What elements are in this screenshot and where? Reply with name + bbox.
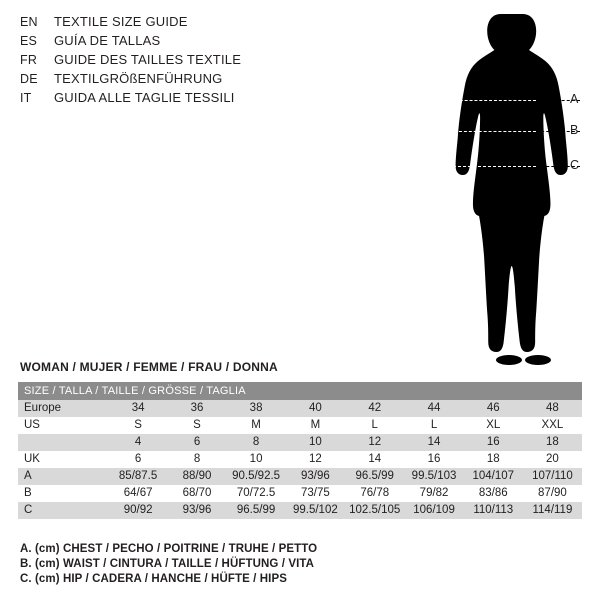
- female-body-figure: [430, 8, 590, 368]
- cell: 96.5/99: [226, 502, 285, 519]
- language-row: [20, 71, 440, 90]
- language-row: [20, 90, 440, 109]
- chest-measure-line-inner: [450, 100, 536, 101]
- cell: 90/92: [109, 502, 168, 519]
- cell: 99.5/103: [404, 468, 463, 485]
- table-row: [18, 468, 582, 485]
- cell: L: [345, 417, 404, 434]
- language-code: FR: [20, 53, 38, 67]
- row-label: B: [18, 485, 109, 502]
- marker-label-c: C: [570, 158, 580, 172]
- table-row: [18, 400, 582, 417]
- row-label: US: [18, 417, 109, 434]
- cell: 6: [168, 434, 227, 451]
- cell: 99.5/102: [286, 502, 345, 519]
- row-label: Europe: [18, 400, 109, 417]
- language-title: GUÍA DE TALLAS: [54, 33, 161, 48]
- cell: 68/70: [168, 485, 227, 502]
- cell: 114/119: [523, 502, 582, 519]
- cell: 46: [464, 400, 523, 417]
- cell: 106/109: [404, 502, 463, 519]
- cell: 96.5/99: [345, 468, 404, 485]
- cell: 16: [404, 451, 463, 468]
- cell: S: [109, 417, 168, 434]
- cell: 34: [109, 400, 168, 417]
- language-title: TEXTILE SIZE GUIDE: [54, 14, 188, 29]
- legend-item-c: C. (cm) HIP / CADERA / HANCHE / HÜFTE / HIPS: [20, 573, 288, 585]
- cell: 6: [109, 451, 168, 468]
- language-row: [20, 33, 440, 52]
- hip-measure-line-inner: [448, 166, 536, 167]
- language-code: ES: [20, 34, 38, 48]
- cell: M: [226, 417, 285, 434]
- language-row: [20, 14, 440, 33]
- language-code: DE: [20, 72, 38, 86]
- row-label: [18, 434, 109, 451]
- cell: XXL: [523, 417, 582, 434]
- cell: 79/82: [404, 485, 463, 502]
- waist-measure-line-inner: [454, 131, 536, 132]
- size-table-wrapper: [18, 382, 582, 519]
- cell: S: [168, 417, 227, 434]
- cell: 110/113: [464, 502, 523, 519]
- cell: 12: [286, 451, 345, 468]
- cell: 87/90: [523, 485, 582, 502]
- cell: 102.5/105: [345, 502, 404, 519]
- cell: 76/78: [345, 485, 404, 502]
- marker-label-a: A: [570, 92, 579, 106]
- size-table: [18, 382, 582, 519]
- cell: 70/72.5: [226, 485, 285, 502]
- section-title-woman: WOMAN / MUJER / FEMME / FRAU / DONNA: [20, 360, 278, 374]
- table-header-label: SIZE / TALLA / TAILLE / GRÖSSE / TAGLIA: [18, 382, 582, 400]
- marker-label-b: B: [570, 123, 579, 137]
- cell: M: [286, 417, 345, 434]
- cell: 85/87.5: [109, 468, 168, 485]
- cell: 14: [404, 434, 463, 451]
- language-code: EN: [20, 15, 38, 29]
- cell: 48: [523, 400, 582, 417]
- row-label: C: [18, 502, 109, 519]
- cell: 40: [286, 400, 345, 417]
- cell: 73/75: [286, 485, 345, 502]
- table-row: [18, 451, 582, 468]
- table-header-row: [18, 382, 582, 400]
- measurement-legend: [20, 542, 580, 587]
- cell: 44: [404, 400, 463, 417]
- table-row: [18, 485, 582, 502]
- cell: 10: [286, 434, 345, 451]
- language-title: TEXTILGRÖßENFÜHRUNG: [54, 71, 223, 86]
- cell: 14: [345, 451, 404, 468]
- cell: 42: [345, 400, 404, 417]
- cell: 18: [464, 451, 523, 468]
- cell: 4: [109, 434, 168, 451]
- language-header-list: [20, 14, 440, 109]
- cell: 8: [226, 434, 285, 451]
- cell: 83/86: [464, 485, 523, 502]
- female-silhouette-icon: [430, 8, 590, 368]
- cell: XL: [464, 417, 523, 434]
- language-title: GUIDA ALLE TAGLIE TESSILI: [54, 90, 235, 105]
- cell: 93/96: [168, 502, 227, 519]
- language-code: IT: [20, 91, 32, 105]
- language-title: GUIDE DES TAILLES TEXTILE: [54, 52, 242, 67]
- row-label: A: [18, 468, 109, 485]
- cell: 16: [464, 434, 523, 451]
- legend-item-b: B. (cm) WAIST / CINTURA / TAILLE / HÜFTUNG / VITA: [20, 558, 315, 570]
- table-row: [18, 434, 582, 451]
- cell: 64/67: [109, 485, 168, 502]
- legend-item-a: A. (cm) CHEST / PECHO / POITRINE / TRUHE / PETTO: [20, 543, 318, 555]
- cell: 107/110: [523, 468, 582, 485]
- cell: 18: [523, 434, 582, 451]
- cell: 93/96: [286, 468, 345, 485]
- cell: L: [404, 417, 463, 434]
- cell: 20: [523, 451, 582, 468]
- cell: 36: [168, 400, 227, 417]
- cell: 8: [168, 451, 227, 468]
- row-label: UK: [18, 451, 109, 468]
- language-row: [20, 52, 440, 71]
- cell: 12: [345, 434, 404, 451]
- cell: 90.5/92.5: [226, 468, 285, 485]
- table-row: [18, 502, 582, 519]
- cell: 104/107: [464, 468, 523, 485]
- cell: 10: [226, 451, 285, 468]
- table-row: [18, 417, 582, 434]
- cell: 38: [226, 400, 285, 417]
- cell: 88/90: [168, 468, 227, 485]
